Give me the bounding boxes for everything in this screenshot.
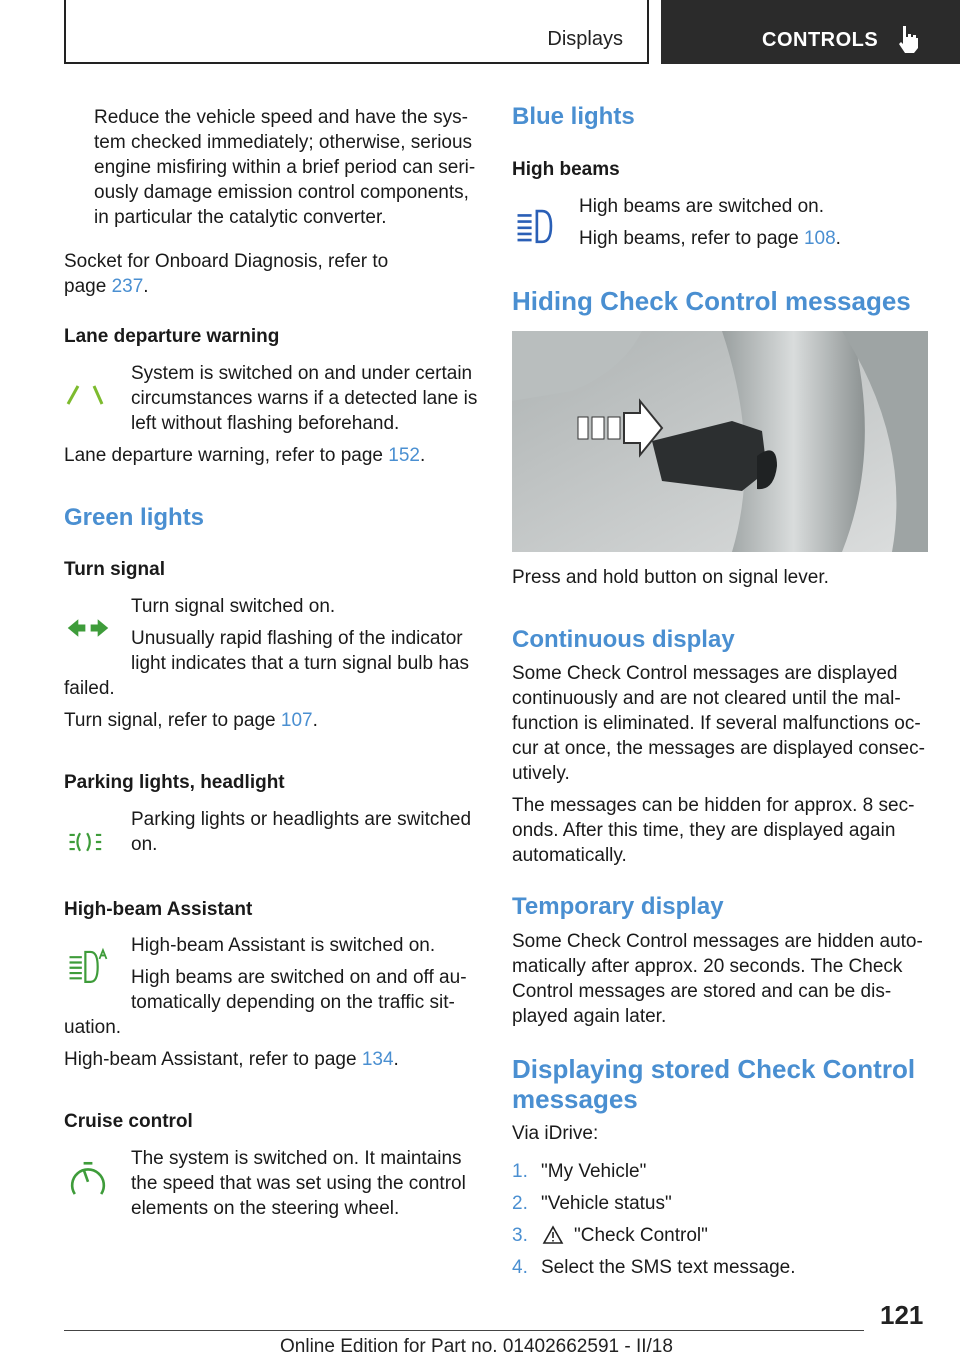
footer-edition: Online Edition for Part no. 01402662591 - II/18 bbox=[280, 1336, 673, 1357]
page-link-134[interactable]: 134 bbox=[361, 1049, 394, 1070]
obd-paragraph: Socket for Onboard Diagnosis, refer to page 237. bbox=[64, 251, 389, 297]
step-3: 3. "Check Control" bbox=[512, 1225, 708, 1246]
page-link-237[interactable]: 237 bbox=[111, 276, 144, 297]
warning-paragraph: Reduce the vehicle speed and have the sys- tem checked immediately; otherwise, serious engine misfiring within a brief period can seri- ously damage emission control components, in particular the catalytic converter. bbox=[94, 107, 476, 228]
green-lights-heading: Green lights bbox=[64, 504, 205, 531]
page-link-107[interactable]: 107 bbox=[280, 710, 313, 731]
lane-departure-reference: Lane departure warning, refer to page 152. bbox=[64, 445, 426, 466]
high-beam-assistant-heading: High-beam Assistant bbox=[64, 899, 253, 920]
high-beam-assistant-desc-1: High-beam Assistant is switched on. bbox=[131, 935, 436, 956]
parking-lights-icon bbox=[66, 820, 110, 864]
turn-signal-desc-2: Unusually rapid flashing of the indicator light indicates that a turn signal bulb has bbox=[131, 628, 469, 674]
lane-departure-heading: Lane departure warning bbox=[64, 326, 280, 347]
stored-messages-heading: Displaying stored Check Control messages bbox=[512, 1054, 916, 1114]
warning-triangle-icon bbox=[542, 1225, 564, 1245]
parking-lights-heading: Parking lights, headlight bbox=[64, 772, 285, 793]
page-number: 121 bbox=[880, 1300, 924, 1330]
parking-lights-description: Parking lights or headlights are switched on. bbox=[131, 809, 472, 855]
high-beams-heading: High beams bbox=[512, 159, 620, 180]
step-2: 2. "Vehicle status" bbox=[512, 1193, 672, 1214]
high-beam-assistant-reference: High-beam Assistant, refer to page 134. bbox=[64, 1049, 399, 1070]
high-beams-reference: High beams, refer to page 108. bbox=[579, 228, 841, 249]
temporary-display-heading: Temporary display bbox=[512, 893, 724, 920]
hide-messages-text: The messages can be hidden for approx. 8 sec- onds. After this time, they are displayed again automatically. bbox=[512, 795, 915, 866]
step-1: 1. "My Vehicle" bbox=[512, 1161, 647, 1182]
turn-signal-reference: Turn signal, refer to page 107. bbox=[64, 710, 318, 731]
cruise-control-icon bbox=[66, 1158, 110, 1202]
lane-departure-description: System is switched on and under certain circumstances warns if a detected lane is left without flashing beforehand. bbox=[131, 363, 478, 434]
turn-signal-desc-1: Turn signal switched on. bbox=[131, 596, 336, 617]
header-chapter-title: CONTROLS bbox=[762, 29, 879, 51]
cruise-control-description: The system is switched on. It maintains the speed that was set using the control elements on the steering wheel. bbox=[131, 1148, 466, 1219]
photo-caption: Press and hold button on signal lever. bbox=[512, 567, 829, 588]
page-link-152[interactable]: 152 bbox=[388, 445, 420, 466]
footer-divider bbox=[64, 1330, 864, 1331]
continuous-display-text: Some Check Control messages are displayed continuously and are not cleared until the mal- function is eliminated. If several malfunctions oc- cur at once, the messages are displayed consec- utively. bbox=[512, 663, 925, 784]
header-section-box bbox=[64, 0, 649, 64]
pointing-hand-icon bbox=[896, 24, 920, 54]
turn-signal-heading: Turn signal bbox=[64, 559, 165, 580]
high-beam-assistant-desc-2: High beams are switched on and off au- tomatically depending on the traffic sit- bbox=[131, 967, 467, 1013]
blue-lights-heading: Blue lights bbox=[512, 103, 635, 130]
via-idrive-label: Via iDrive: bbox=[512, 1123, 599, 1144]
step-4: 4. Select the SMS text message. bbox=[512, 1257, 796, 1278]
continuous-display-heading: Continuous display bbox=[512, 626, 735, 653]
page-link-108[interactable]: 108 bbox=[803, 228, 836, 249]
cruise-control-heading: Cruise control bbox=[64, 1111, 193, 1132]
high-beam-assistant-icon bbox=[66, 944, 110, 988]
header-section-title: Displays bbox=[547, 28, 623, 50]
signal-lever-illustration bbox=[512, 331, 928, 552]
high-beams-description: High beams are switched on. bbox=[579, 196, 825, 217]
signal-lever-photo bbox=[512, 331, 928, 552]
temporary-display-text: Some Check Control messages are hidden auto- matically after approx. 20 seconds. The Check Control messages are stored and can be dis- played again later. bbox=[512, 931, 923, 1027]
high-beam-assistant-desc-3: uation. bbox=[64, 1017, 122, 1038]
lane-departure-icon bbox=[64, 378, 108, 422]
high-beams-icon bbox=[514, 204, 558, 248]
hiding-check-control-heading: Hiding Check Control messages bbox=[512, 286, 911, 316]
turn-signal-desc-3: failed. bbox=[64, 678, 115, 699]
turn-signal-icon bbox=[66, 606, 110, 650]
